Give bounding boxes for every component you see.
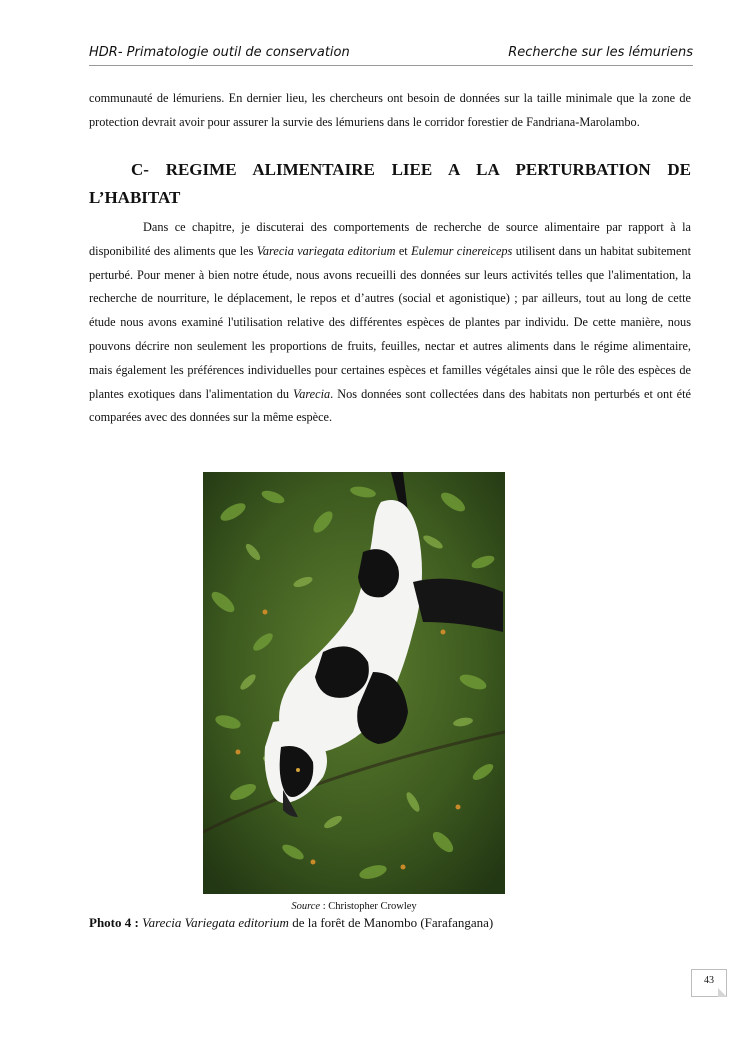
photo-source xyxy=(203,901,505,912)
page-number-text: 43 xyxy=(704,975,714,986)
source-name: Christopher Crowley xyxy=(328,901,417,912)
paragraph-intro-text: communauté de lémuriens. En dernier lieu, les chercheurs ont besoin de données sur la taille minimale que la zone de protection devrait avoir pour assurer la survie des lémuriens dans le corridor forestier de Fandriana-Marolambo. xyxy=(89,91,691,129)
caption-rest: de la forêt de Manombo (Farafangana) xyxy=(288,915,494,930)
body-text-1: Dans ce chapitre, je discuterai des comportements de recherche de source alimentaire par rapport à la disponibilité des aliments que les xyxy=(89,220,691,258)
paragraph-intro xyxy=(89,87,691,135)
body-text-2: et xyxy=(395,243,412,258)
body-text-3: utilisent dans un habitat subitement perturbé. Pour mener à bien notre étude, nous avons recueilli des données sur leurs activités telles que l'alimentation, la recherche de nourriture, le déplacement, le repos et d’autres (social et agonistique) ; par ailleurs, tout au long de cette étude nous avons examiné l'utilisation relative des différentes espèces de plantes par individu. De cette manière, nous pouvons décrire non seulement les proportions de fruits, feuilles, nectar et autres aliments dans le régime alimentaire, mais également les préférences individuelles pour certaines espèces et familles végétales ainsi que le rôle des espèces de plantes exotiques dans l'alimentation du xyxy=(89,243,691,401)
photo-caption xyxy=(89,915,493,931)
page-header xyxy=(89,43,693,66)
species-name-1: Varecia variegata editorium xyxy=(256,243,396,258)
source-separator: : xyxy=(320,901,329,912)
source-label: Source xyxy=(291,901,321,912)
species-name-2: Eulemur cinereiceps xyxy=(411,243,513,258)
genus-name: Varecia xyxy=(293,386,331,401)
page-number xyxy=(691,969,727,997)
caption-species: Varecia Variegata editorium xyxy=(142,915,289,930)
page-fold-icon xyxy=(718,988,727,997)
paragraph-body xyxy=(89,216,691,430)
body-text-4: . Nos données sont collectées dans des habitats non perturbés et ont été comparées avec des données sur la même espèce. xyxy=(89,386,691,425)
section-heading: C- REGIME ALIMENTAIRE LIEE A LA PERTURBATION DE L’HABITAT xyxy=(89,160,691,207)
lemur-photo xyxy=(203,472,505,894)
header-subtitle: Recherche sur les lémuriens xyxy=(508,45,693,60)
header-title: HDR- Primatologie outil de conservation xyxy=(89,45,350,60)
caption-label: Photo 4 : xyxy=(89,915,143,930)
